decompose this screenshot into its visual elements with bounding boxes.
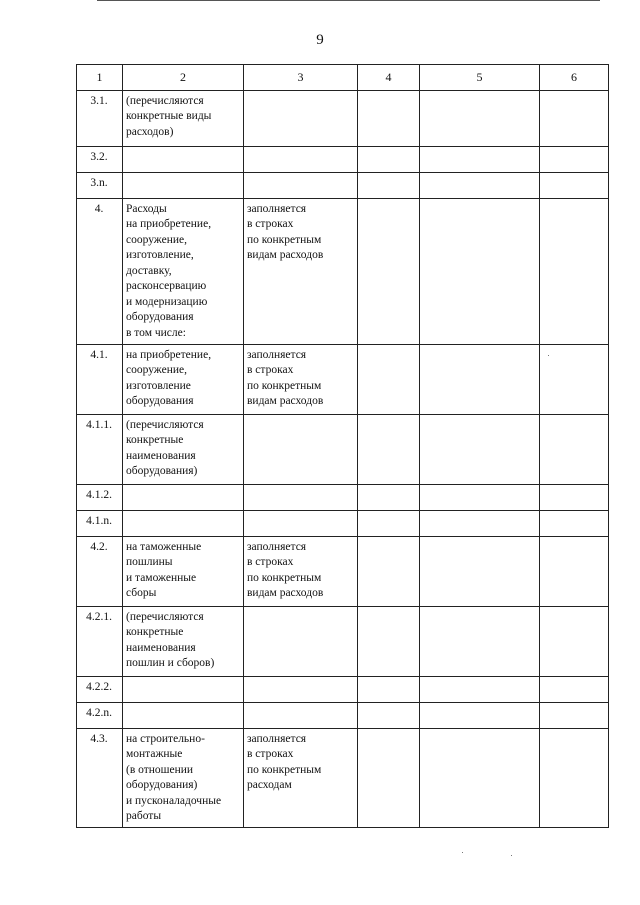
empty-cell-col-6 (540, 728, 609, 827)
row-number-cell: 4.2.1. (77, 606, 123, 676)
empty-cell-col-4 (358, 90, 420, 146)
table-row (77, 172, 609, 198)
row-number-cell: 3.1. (77, 90, 123, 146)
header-col-6: 6 (540, 65, 609, 91)
row-number-cell: 4.2.2. (77, 676, 123, 702)
row-number-cell: 4.1.1. (77, 414, 123, 484)
row-number-cell: 4.2.n. (77, 702, 123, 728)
empty-cell-col-4 (358, 536, 420, 606)
fill-note-cell: заполняется в строках по конкретным видам расходов (244, 198, 358, 344)
scan-speck (462, 852, 463, 853)
empty-cell-col-5 (420, 702, 540, 728)
empty-cell-col-6 (540, 702, 609, 728)
header-col-3: 3 (244, 65, 358, 91)
fill-note-cell (244, 146, 358, 172)
empty-cell-col-4 (358, 676, 420, 702)
expense-name-cell: на приобретение, сооружение, изготовление оборудования (123, 344, 244, 414)
row-number-cell: 4. (77, 198, 123, 344)
empty-cell-col-5 (420, 344, 540, 414)
row-number-cell: 4.3. (77, 728, 123, 827)
table-row (77, 414, 609, 484)
page-number: 9 (316, 32, 324, 48)
row-number-cell: 4.1.2. (77, 484, 123, 510)
empty-cell-col-4 (358, 172, 420, 198)
fill-note-cell (244, 90, 358, 146)
table-row (77, 198, 609, 344)
empty-cell-col-5 (420, 510, 540, 536)
fill-note-cell (244, 484, 358, 510)
table-row (77, 606, 609, 676)
scan-speck (548, 355, 549, 356)
header-col-1: 1 (77, 65, 123, 91)
scan-speck (511, 855, 512, 856)
empty-cell-col-6 (540, 146, 609, 172)
table-row (77, 536, 609, 606)
table-body (77, 90, 609, 827)
header-row (77, 65, 609, 91)
expense-name-cell: Расходы на приобретение, сооружение, изготовление, доставку, расконсервацию и модернизацию оборудования в том числе: (123, 198, 244, 344)
expense-name-cell (123, 702, 244, 728)
empty-cell-col-5 (420, 414, 540, 484)
empty-cell-col-4 (358, 344, 420, 414)
empty-cell-col-4 (358, 146, 420, 172)
expense-name-cell: на строительно- монтажные (в отношении оборудования) и пусконаладочные работы (123, 728, 244, 827)
table-row (77, 676, 609, 702)
table-row (77, 146, 609, 172)
expense-name-cell (123, 146, 244, 172)
empty-cell-col-6 (540, 90, 609, 146)
row-number-cell: 4.1.n. (77, 510, 123, 536)
expense-name-cell (123, 484, 244, 510)
empty-cell-col-6 (540, 414, 609, 484)
expense-name-cell: (перечисляются конкретные наименования оборудования) (123, 414, 244, 484)
fill-note-cell (244, 172, 358, 198)
row-number-cell: 3.2. (77, 146, 123, 172)
table-row (77, 484, 609, 510)
empty-cell-col-4 (358, 702, 420, 728)
expense-name-cell (123, 510, 244, 536)
fill-note-cell (244, 702, 358, 728)
expense-name-cell: (перечисляются конкретные наименования пошлин и сборов) (123, 606, 244, 676)
empty-cell-col-4 (358, 414, 420, 484)
empty-cell-col-4 (358, 510, 420, 536)
empty-cell-col-6 (540, 344, 609, 414)
fill-note-cell (244, 606, 358, 676)
empty-cell-col-5 (420, 728, 540, 827)
empty-cell-col-4 (358, 198, 420, 344)
table-row (77, 90, 609, 146)
expense-name-cell: на таможенные пошлины и таможенные сборы (123, 536, 244, 606)
empty-cell-col-4 (358, 606, 420, 676)
row-number-cell: 3.n. (77, 172, 123, 198)
table-row (77, 344, 609, 414)
header-col-5: 5 (420, 65, 540, 91)
row-number-cell: 4.1. (77, 344, 123, 414)
expense-table (76, 64, 609, 828)
expense-name-cell (123, 172, 244, 198)
empty-cell-col-6 (540, 606, 609, 676)
fill-note-cell: заполняется в строках по конкретным расходам (244, 728, 358, 827)
empty-cell-col-5 (420, 90, 540, 146)
expense-name-cell (123, 676, 244, 702)
fill-note-cell: заполняется в строках по конкретным видам расходов (244, 536, 358, 606)
top-border-rule (97, 0, 600, 1)
empty-cell-col-5 (420, 536, 540, 606)
fill-note-cell: заполняется в строках по конкретным видам расходов (244, 344, 358, 414)
empty-cell-col-5 (420, 606, 540, 676)
row-number-cell: 4.2. (77, 536, 123, 606)
empty-cell-col-6 (540, 484, 609, 510)
empty-cell-col-6 (540, 676, 609, 702)
header-col-4: 4 (358, 65, 420, 91)
expense-name-cell: (перечисляются конкретные виды расходов) (123, 90, 244, 146)
empty-cell-col-4 (358, 728, 420, 827)
fill-note-cell (244, 414, 358, 484)
empty-cell-col-5 (420, 198, 540, 344)
table-row (77, 702, 609, 728)
empty-cell-col-6 (540, 198, 609, 344)
empty-cell-col-5 (420, 172, 540, 198)
empty-cell-col-6 (540, 536, 609, 606)
empty-cell-col-5 (420, 676, 540, 702)
table-header (77, 65, 609, 91)
empty-cell-col-6 (540, 172, 609, 198)
empty-cell-col-5 (420, 484, 540, 510)
empty-cell-col-4 (358, 484, 420, 510)
table-row (77, 728, 609, 827)
empty-cell-col-6 (540, 510, 609, 536)
fill-note-cell (244, 676, 358, 702)
table-row (77, 510, 609, 536)
empty-cell-col-5 (420, 146, 540, 172)
header-col-2: 2 (123, 65, 244, 91)
fill-note-cell (244, 510, 358, 536)
